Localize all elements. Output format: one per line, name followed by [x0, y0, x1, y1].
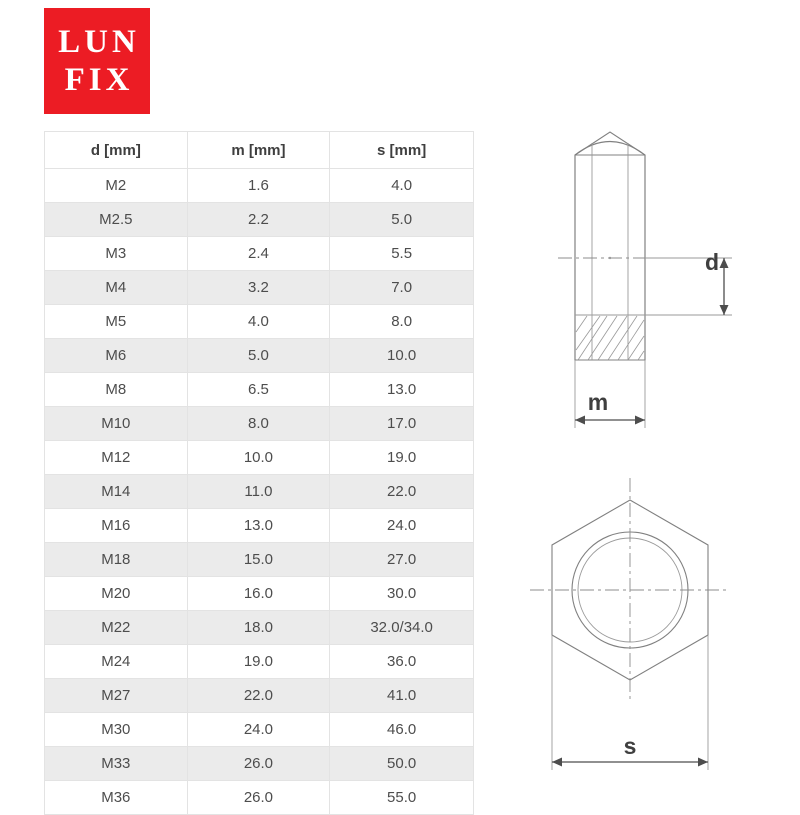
table-cell: 22.0: [187, 679, 330, 713]
table-row: [45, 339, 474, 373]
table-cell: 32.0/34.0: [330, 611, 474, 645]
table-cell: 3.2: [187, 271, 330, 305]
table-cell: 24.0: [330, 509, 474, 543]
table-cell: 26.0: [187, 781, 330, 815]
table-row: [45, 373, 474, 407]
table-cell: M20: [45, 577, 188, 611]
table-cell: 24.0: [187, 713, 330, 747]
table-cell: 2.2: [187, 203, 330, 237]
column-header-m: m [mm]: [187, 132, 330, 169]
table-cell: M2.5: [45, 203, 188, 237]
table-cell: 8.0: [187, 407, 330, 441]
table-row: [45, 407, 474, 441]
table-cell: M36: [45, 781, 188, 815]
table-cell: M16: [45, 509, 188, 543]
column-header-d: d [mm]: [45, 132, 188, 169]
table-row: [45, 237, 474, 271]
table-cell: 26.0: [187, 747, 330, 781]
brand-logo: [44, 8, 150, 114]
table-cell: 4.0: [187, 305, 330, 339]
table-row: [45, 543, 474, 577]
table-cell: M6: [45, 339, 188, 373]
table-cell: M33: [45, 747, 188, 781]
table-row: [45, 747, 474, 781]
table-cell: 7.0: [330, 271, 474, 305]
table-cell: 5.0: [187, 339, 330, 373]
nut-dimensions-table: [44, 131, 474, 815]
dimension-label-d: d: [705, 249, 720, 275]
table-row: [45, 781, 474, 815]
table-cell: 6.5: [187, 373, 330, 407]
table-row: [45, 713, 474, 747]
table-cell: 19.0: [187, 645, 330, 679]
table-cell: 8.0: [330, 305, 474, 339]
table-row: [45, 203, 474, 237]
table-cell: M24: [45, 645, 188, 679]
table-cell: M4: [45, 271, 188, 305]
table-cell: 30.0: [330, 577, 474, 611]
table-cell: 41.0: [330, 679, 474, 713]
table-cell: 1.6: [187, 169, 330, 203]
table-cell: 2.4: [187, 237, 330, 271]
table-header-row: [45, 132, 474, 169]
table-cell: 11.0: [187, 475, 330, 509]
table-cell: M18: [45, 543, 188, 577]
table-cell: 13.0: [187, 509, 330, 543]
table-cell: M12: [45, 441, 188, 475]
logo-line-1: LUN: [58, 24, 140, 60]
table-cell: 17.0: [330, 407, 474, 441]
table-cell: 10.0: [330, 339, 474, 373]
table-cell: 36.0: [330, 645, 474, 679]
table-cell: M10: [45, 407, 188, 441]
table-cell: M2: [45, 169, 188, 203]
table-row: [45, 577, 474, 611]
column-header-s: s [mm]: [330, 132, 474, 169]
table-cell: M22: [45, 611, 188, 645]
table-cell: M14: [45, 475, 188, 509]
table-row: [45, 475, 474, 509]
table-cell: 18.0: [187, 611, 330, 645]
dimension-label-m: m: [587, 389, 609, 415]
table-cell: 50.0: [330, 747, 474, 781]
table-cell: 16.0: [187, 577, 330, 611]
table-cell: 55.0: [330, 781, 474, 815]
table-cell: 46.0: [330, 713, 474, 747]
table-cell: 27.0: [330, 543, 474, 577]
table-cell: M27: [45, 679, 188, 713]
table-cell: M8: [45, 373, 188, 407]
dimension-label-s: s: [623, 733, 637, 759]
table-row: [45, 305, 474, 339]
table-row: [45, 679, 474, 713]
table-cell: M5: [45, 305, 188, 339]
table-row: [45, 645, 474, 679]
table-cell: 10.0: [187, 441, 330, 475]
table-cell: 5.5: [330, 237, 474, 271]
table-row: [45, 509, 474, 543]
table-cell: 19.0: [330, 441, 474, 475]
table-cell: M3: [45, 237, 188, 271]
table-row: [45, 169, 474, 203]
side-view-drawing: [480, 110, 790, 440]
table-cell: 5.0: [330, 203, 474, 237]
logo-line-2: FIX: [64, 62, 134, 98]
technical-drawings: [480, 110, 790, 790]
table-cell: M30: [45, 713, 188, 747]
table-cell: 22.0: [330, 475, 474, 509]
table-cell: 13.0: [330, 373, 474, 407]
table-cell: 4.0: [330, 169, 474, 203]
top-view-drawing: [480, 470, 790, 800]
table-row: [45, 441, 474, 475]
table-cell: 15.0: [187, 543, 330, 577]
table-row: [45, 271, 474, 305]
table-row: [45, 611, 474, 645]
